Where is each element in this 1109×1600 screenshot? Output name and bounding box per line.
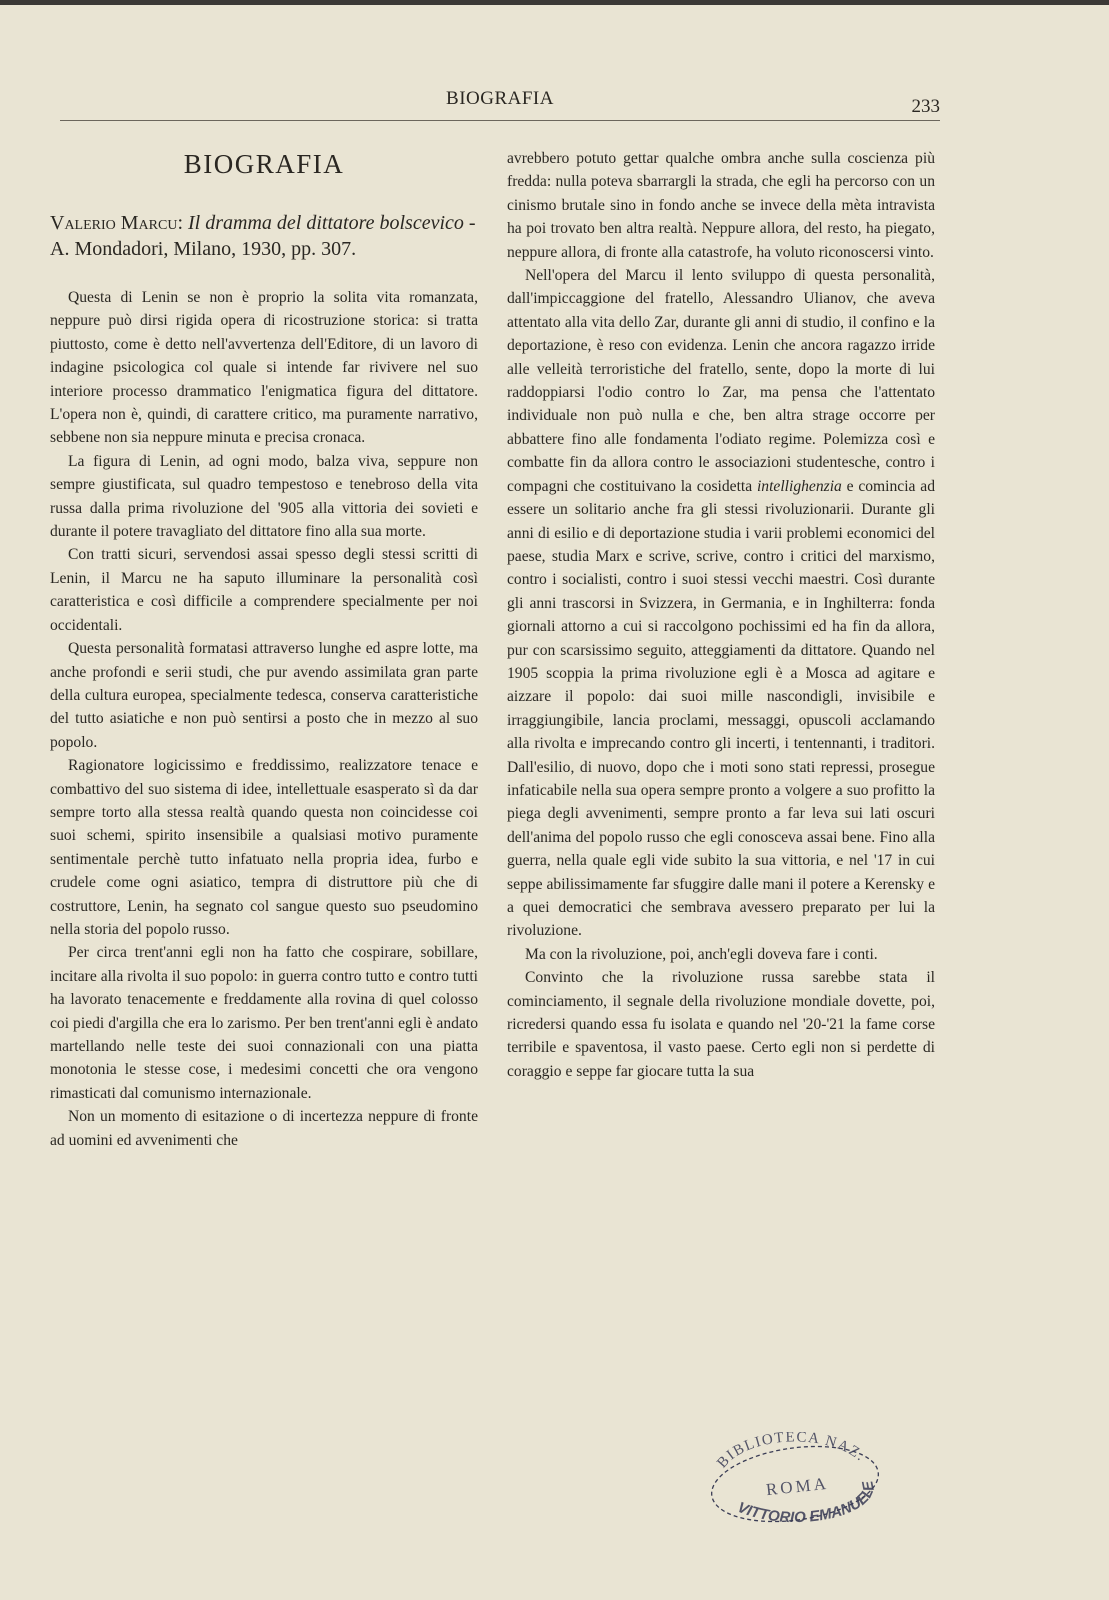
- citation-separator: :: [177, 212, 189, 234]
- left-column: [50, 147, 478, 1152]
- paragraph: La figura di Lenin, ad ogni modo, balza viva, seppure non sempre giustificata, sul quadro tempestoso e tenebroso della vita russa dalla prima rivoluzione del '905 alla vittoria dei sovieti e durante il potere travagliato del dittatore fino alla sua morte.: [50, 452, 478, 541]
- paragraph-text: e comincia ad essere un solitario anche fra gli stessi rivoluzionarii. Durante gli anni di esilio e di deportazione studia i varii problemi economici del paese, studia Marx e scrive, scrive, contro i critici del marxismo, contro i socialisti, contro i suoi stessi vecchi maestri. Così durante gli anni trascorsi in Svizzera, in Germania, e in Inghilterra: fonda giornali attorno a cui si raccolgono pochissimi ed ha fin da allora, pur con scarsissimo seguito, atteggiamenti da dittatore. Quando nel 1905 scoppia la prima rivoluzione egli è a Mosca ad agitare e aizzare il popolo: dai suoi mille nascondigli, invisibile e irraggiungibile, lancia proclami, messaggi, opuscoli acclamando alla rivolta e imprecando contro gli incerti, i tentennanti, i traditori. Dall'esilio, di nuovo, dopo che i moti sono stati repressi, prosegue infaticabile nella sua opera sempre pronto a volgere a suo profitto la piega degli avvenimenti, sempre pronto a far leva sui lati oscuri dell'anima del popolo russo che egli conosceva assai bene. Fino alla guerra, nella quale egli vide subito la sua vittoria, e nel '17 in cui seppe abilissimamente far sfuggire dalle mani il potere a Kerensky e a quei democratici che sembrava avessero preparato per lui la rivoluzione.: [507, 477, 935, 940]
- stamp-line-middle: ROMA: [765, 1473, 830, 1500]
- paragraph: Per circa trent'anni egli non ha fatto che cospirare, sobillare, incitare alla rivolta il suo popolo: in guerra contro tutto e contro tutti ha lavorato tenacemente e freddamente alla rovina di quel colosso coi piedi d'argilla che era lo zarismo. Per ben trent'anni egli è andato martellando nelle teste dei suoi connazionali con una piatta monotonia le stesse cose, i medesimi concetti che ora vengono rimasticati dal comunismo internazionale.: [50, 944, 478, 1102]
- paragraph-continuation: avrebbero potuto gettar qualche ombra anche sulla coscienza più fredda: nulla poteva sbarrargli la strada, che egli ha percorso con un cinismo brutale sino in fondo anche se invece della mèta intravista ha poi trovato ben altra realtà. Neppure allora, del resto, ha piegato, neppure allora, di fronte alla catastrofe, ha voluto riconoscersi vinto.: [507, 150, 935, 261]
- citation-book-title: Il dramma del dittatore bolscevico: [188, 212, 464, 234]
- citation-author: Valerio Marcu: [50, 212, 178, 234]
- paragraph: Convinto che la rivoluzione russa sarebbe stata il cominciamento, il segnale della rivoluzione mondiale dovette, poi, ricredersi quando essa fu isolata e quando nel '20-'21 la fame corse terribile e spaventosa, il vasto paese. Certo egli non si perdette di coraggio e seppe far giocare tutta la sua: [507, 969, 935, 1080]
- svg-text:BIBLIOTECA NAZ.: [714, 1432, 868, 1471]
- paragraph: Ragionatore logicissimo e freddissimo, realizzatore tenace e combattivo del suo sistema di idee, intellettuale esasperato sì da dar sempre torto alla stessa realtà quando questa non coincidesse coi suoi schemi, spirito insensibile a qualsiasi motivo puramente sentimentale perchè tutto infatuato nella propria idea, furbo e crudele come ogni asiatico, tempra di distruttore più che di costruttore, Lenin, ha segnato col sangue questo suo pseudomino nella storia del popolo russo.: [50, 757, 478, 938]
- italic-term: intellighenzia: [756, 477, 842, 495]
- paragraph: Non un momento di esitazione o di incertezza neppure di fronte ad uomini ed avvenimenti che: [50, 1108, 478, 1149]
- stamp-line-top: BIBLIOTECA NAZ.: [714, 1432, 869, 1472]
- paragraph: Questa di Lenin se non è proprio la solita vita romanzata, neppure può dirsi rigida opera di ricostruzione storica: si tratta piuttosto, come è detto nell'avvertenza dell'Editore, di un lavoro di indagine psicologica col quale si intende far rivivere nel suo interiore processo drammatico l'enigmatica figura del dittatore. L'opera non è, quindi, di carattere critico, ma puramente narrativo, sebbene non sia neppure minuta e precisa cronaca.: [50, 289, 478, 447]
- top-scan-band: [0, 0, 1109, 5]
- page-number: 233: [911, 96, 940, 117]
- book-citation: [50, 210, 478, 262]
- paragraph-text: Nell'opera del Marcu il lento sviluppo di questa personalità, dall'impiccaggione del fratello, Alessandro Ulianov, che aveva attentato alla vita dello Zar, durante gli anni di studio, il confino e la deportazione, è reso con evidenza. Lenin che ancora ragazzo irride alle velleità terroristiche del fratello, sente, dopo la morte di lui raddoppiarsi l'odio contro lo Zar, ma pensa che l'attentato individuale non può nulla e che, ben altra strage occorre per abbattere fino alle fondamenta l'odiato regime. Polemizza così e combatte fin da allora contro le associazioni studentesche, contro i compagni che costituivano la cosidetta: [507, 267, 935, 495]
- right-column: [507, 147, 935, 1083]
- paragraph: Ma con la rivoluzione, poi, anch'egli doveva fare i conti.: [525, 945, 878, 963]
- paragraph: [507, 264, 935, 943]
- article-title: BIOGRAFIA: [183, 149, 345, 179]
- header-rule: [60, 120, 940, 121]
- library-stamp: [700, 1432, 890, 1532]
- paragraph: Questa personalità formatasi attraverso lunghe ed aspre lotte, ma anche profondi e serii studi, che pur avendo assimilata gran parte della cultura europea, specialmente tedesca, conserva caratteristiche del tutto asiatiche e non può sentirsi a posto che in mezzo al suo popolo.: [50, 640, 478, 751]
- stamp-line-bottom: VITTORIO EMANUELE: [735, 1479, 878, 1527]
- paragraph: Con tratti sicuri, servendosi assai spesso degli stessi scritti di Lenin, il Marcu ne ha saputo illuminare la personalità così caratteristica e così difficile a comprendere specialmente per noi occidentali.: [50, 546, 478, 634]
- citation-publisher: - A. Mondadori, Milano, 1930, pp. 307.: [50, 212, 476, 260]
- running-title: BIOGRAFIA: [446, 88, 554, 109]
